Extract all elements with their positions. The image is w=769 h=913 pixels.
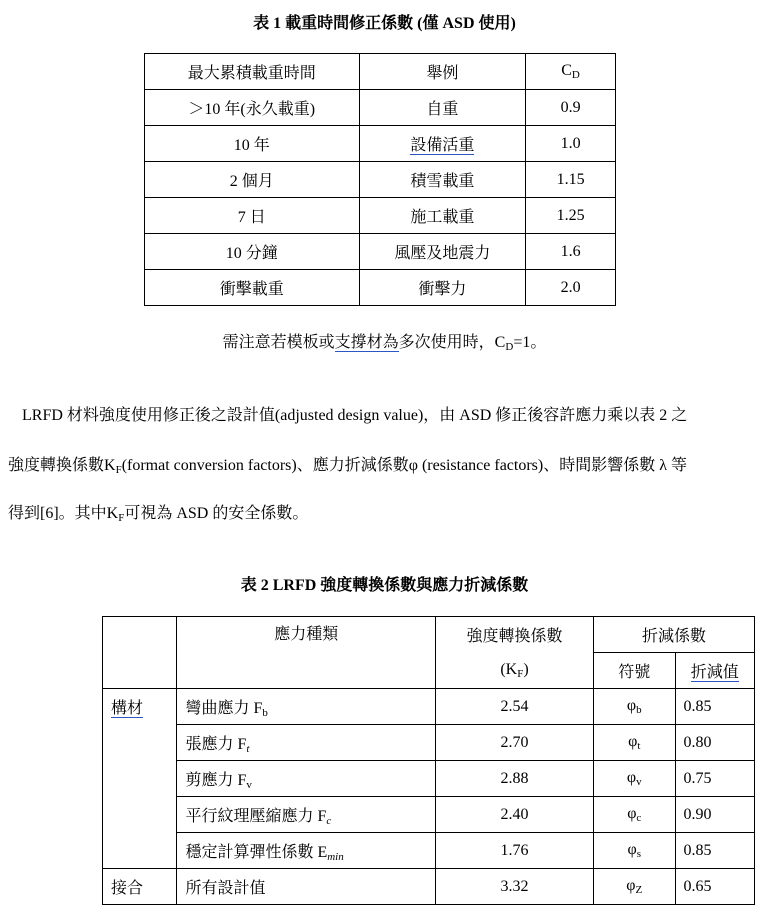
- stress-label: 張應力 F: [185, 735, 247, 753]
- reuse-note: [0, 329, 769, 353]
- stress-cell: [177, 725, 436, 761]
- cd-subscript: D: [571, 69, 580, 81]
- duration-cell: 7 日: [145, 198, 360, 234]
- line3-start: 得到[6]。其中K: [8, 505, 119, 522]
- duration-cell: 衝擊載重: [145, 270, 360, 306]
- phi-symbol: φ: [628, 733, 638, 750]
- cd-cell: 2.0: [526, 270, 616, 306]
- note-pre: 需注意若模板或: [222, 334, 335, 351]
- line2-start: 強度轉換係數K: [8, 457, 116, 474]
- stress-cell: [177, 797, 436, 833]
- table-header-row: [145, 54, 616, 90]
- stress-cell: [177, 761, 436, 797]
- kf-cell: 2.70: [436, 725, 594, 761]
- table-row: [145, 162, 616, 198]
- stress-sub: min: [327, 850, 344, 863]
- cd-cell: 1.15: [526, 162, 616, 198]
- phi-symbol: φ: [626, 877, 636, 894]
- stress-label: 剪應力 F: [185, 771, 247, 789]
- table-row: [103, 797, 755, 833]
- value-cell: 0.80: [675, 725, 755, 761]
- table-row: [103, 761, 755, 797]
- value-cell: 0.85: [675, 689, 755, 725]
- kf-cell: 3.32: [436, 869, 594, 905]
- stress-label: 所有設計值: [185, 880, 266, 897]
- duration-cell: 10 分鐘: [145, 234, 360, 270]
- header-reduction-value: [675, 653, 755, 689]
- header-reduction: 折減係數: [594, 617, 755, 653]
- table-row: [145, 198, 616, 234]
- stress-label: 平行紋理壓縮應力 F: [185, 807, 327, 825]
- line3-end: 可視為 ASD 的安全係數。: [124, 505, 309, 522]
- stress-cell: [177, 869, 436, 905]
- table-row: [103, 725, 755, 761]
- line3-sub: F: [118, 512, 125, 524]
- table-row: [145, 90, 616, 126]
- phi-cell: [594, 797, 676, 833]
- header-kf-label: 強度轉換係數: [436, 617, 594, 653]
- example-cell: 風壓及地震力: [359, 234, 526, 270]
- example-cell: [359, 126, 526, 162]
- stress-cell: [177, 689, 436, 725]
- phi-sub: v: [636, 776, 642, 788]
- note-link: 支撐材為: [334, 334, 399, 351]
- table-row: [145, 126, 616, 162]
- duration-cell: ＞10 年(永久載重): [145, 90, 360, 126]
- duration-cell: 2 個月: [145, 162, 360, 198]
- phi-cell: [594, 869, 676, 905]
- value-cell: 0.85: [675, 833, 755, 869]
- group-member: [103, 689, 177, 869]
- example-cell: 施工載重: [359, 198, 526, 234]
- stress-cell: [177, 833, 436, 869]
- table1-title: 表 1 載重時間修正係數 (僅 ASD 使用): [253, 15, 516, 32]
- stress-label: 彎曲應力 F: [185, 699, 263, 717]
- phi-cell: [594, 725, 676, 761]
- phi-sub: c: [636, 812, 642, 824]
- note-post: 多次使用時，C: [398, 334, 506, 351]
- phi-symbol: φ: [626, 697, 637, 714]
- stress-sub: c: [326, 814, 332, 827]
- table-row: [103, 869, 755, 905]
- kf-open: (K: [500, 660, 518, 678]
- group-connection: 接合: [103, 869, 177, 905]
- group-member-link: 構材: [111, 700, 144, 717]
- value-cell: 0.65: [675, 869, 755, 905]
- cd-cell: 1.0: [526, 126, 616, 162]
- line2-sub: F: [115, 464, 122, 476]
- example-link: 設備活重: [410, 137, 475, 154]
- line2-end: (format conversion factors)、應力折減係數φ (resistance factors)、時間影響係數 λ 等: [121, 457, 687, 474]
- note-sub: D: [505, 341, 514, 353]
- stress-label: 穩定計算彈性係數 E: [185, 843, 328, 861]
- stress-sub: b: [262, 706, 268, 719]
- kf-cell: 2.88: [436, 761, 594, 797]
- phi-sub: s: [636, 848, 641, 860]
- phi-symbol: φ: [626, 769, 637, 786]
- header-symbol: 符號: [594, 653, 676, 689]
- cd-cell: 0.9: [526, 90, 616, 126]
- cd-symbol: C: [561, 62, 572, 79]
- cd-cell: 1.6: [526, 234, 616, 270]
- header-empty: [103, 617, 177, 689]
- paragraph-line-2: [8, 452, 763, 476]
- stress-sub: v: [246, 778, 252, 791]
- table2-title: 表 2 LRFD 強度轉換係數與應力折減係數: [240, 577, 529, 594]
- kf-cell: 2.54: [436, 689, 594, 725]
- phi-cell: [594, 689, 676, 725]
- load-duration-table: [144, 53, 616, 306]
- header-kf-symbol: [436, 653, 594, 689]
- value-cell: 0.90: [675, 797, 755, 833]
- stress-sub: t: [246, 742, 250, 755]
- paragraph-line-1: LRFD 材料強度使用修正後之設計值(adjusted design value)，由 ASD 修正後容許應力乘以表 2 之: [22, 407, 688, 424]
- note-tail: =1。: [513, 334, 547, 351]
- table-row: [103, 689, 755, 725]
- phi-symbol: φ: [627, 805, 637, 822]
- cd-cell: 1.25: [526, 198, 616, 234]
- kf-cell: 1.76: [436, 833, 594, 869]
- phi-cell: [594, 833, 676, 869]
- phi-sub: b: [636, 704, 642, 716]
- lrfd-factor-table: [102, 616, 755, 905]
- table-row: [103, 833, 755, 869]
- header-example: 舉例: [359, 54, 526, 90]
- header-duration: 最大累積載重時間: [145, 54, 360, 90]
- kf-cell: 2.40: [436, 797, 594, 833]
- example-cell: 自重: [359, 90, 526, 126]
- duration-cell: 10 年: [145, 126, 360, 162]
- table-row: [145, 234, 616, 270]
- phi-cell: [594, 761, 676, 797]
- reduction-value-link: 折減值: [690, 664, 739, 681]
- kf-sub: F: [517, 667, 524, 680]
- table-row: [145, 270, 616, 306]
- example-cell: 積雪載重: [359, 162, 526, 198]
- example-cell: 衝擊力: [359, 270, 526, 306]
- header-stress-type: 應力種類: [177, 617, 436, 689]
- value-cell: 0.75: [675, 761, 755, 797]
- kf-close: ): [523, 660, 529, 678]
- paragraph-line-3: [8, 500, 763, 524]
- phi-sub: Z: [635, 884, 643, 896]
- phi-symbol: φ: [627, 841, 637, 858]
- header-cd: [526, 54, 616, 90]
- phi-sub: t: [637, 740, 641, 752]
- table-header-row: [103, 617, 755, 653]
